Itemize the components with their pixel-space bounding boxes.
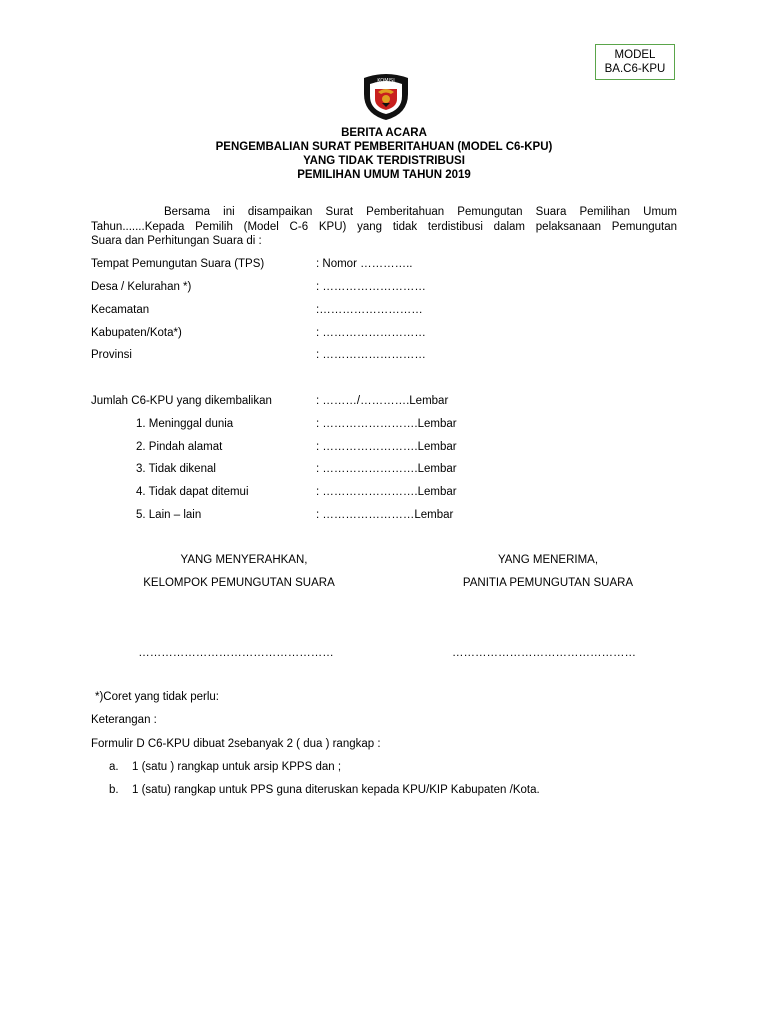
intro-line-3: Suara dan Perhitungan Suara di : <box>91 235 262 247</box>
field-value-kabupaten: : ……………………… <box>316 327 426 339</box>
reason-value-5: : ……………………Lembar <box>316 509 454 521</box>
sign-left-title: YANG MENYERAHKAN, <box>180 554 308 566</box>
sign-right-title: YANG MENERIMA, <box>497 554 599 566</box>
field-value-kecamatan: :……………………… <box>316 304 423 316</box>
jumlah-value: : ………/………….Lembar <box>316 395 449 407</box>
field-label-provinsi: Provinsi <box>91 349 132 361</box>
intro-paragraph <box>91 205 677 249</box>
list-item-a: 1 (satu ) rangkap untuk arsip KPPS dan ; <box>132 761 342 773</box>
reason-value-3: : …………………….Lembar <box>316 463 457 475</box>
jumlah-label: Jumlah C6-KPU yang dikembalikan <box>91 395 272 407</box>
field-value-tps: : Nomor ………….. <box>316 258 413 270</box>
reason-label-4: 4. Tidak dapat ditemui <box>136 486 249 498</box>
intro-line-2: Tahun.......Kepada Pemilih (Model C-6 KPU) yang tidak terdistibusi dalam pelaksanaan Pemungutan <box>91 220 677 233</box>
field-value-provinsi: : ……………………… <box>316 349 426 361</box>
field-label-tps: Tempat Pemungutan Suara (TPS) <box>91 258 265 270</box>
list-item-b: 1 (satu) rangkap untuk PPS guna diteruskan kepada KPU/KIP Kabupaten /Kota. <box>132 784 540 796</box>
reason-label-3: 3. Tidak dikenal <box>136 463 216 475</box>
sign-left-org: KELOMPOK PEMUNGUTAN SUARA <box>143 577 335 589</box>
formulir-text: Formulir D C6-KPU dibuat 2sebanyak 2 ( dua ) rangkap : <box>91 738 381 750</box>
intro-line-1: Bersama ini disampaikan Surat Pemberitahuan Pemungutan Suara Pemilihan Umum <box>164 206 677 218</box>
model-code: BA.C6-KPU <box>604 63 666 75</box>
sign-left-dots: …………………………………………… <box>138 647 334 659</box>
reason-value-4: : …………………….Lembar <box>316 486 457 498</box>
field-label-desa: Desa / Kelurahan *) <box>91 281 192 293</box>
field-label-kecamatan: Kecamatan <box>91 304 150 316</box>
doc-subtitle-2: YANG TIDAK TERDISTRIBUSI <box>303 155 465 167</box>
footnote: *)Coret yang tidak perlu: <box>95 691 220 703</box>
kpu-logo <box>358 72 414 122</box>
field-value-desa: : ……………………… <box>316 281 426 293</box>
doc-subtitle-3: PEMILIHAN UMUM TAHUN 2019 <box>297 169 471 181</box>
logo-top-text: KOMISI <box>377 78 395 84</box>
model-code-box <box>595 44 675 80</box>
sign-right-dots: ………………………………………… <box>452 647 636 659</box>
reason-label-2: 2. Pindah alamat <box>136 441 223 453</box>
reason-value-1: : …………………….Lembar <box>316 418 457 430</box>
model-label: MODEL <box>614 49 656 61</box>
field-label-kabupaten: Kabupaten/Kota*) <box>91 327 182 339</box>
reason-value-2: : …………………….Lembar <box>316 441 457 453</box>
doc-subtitle-1: PENGEMBALIAN SURAT PEMBERITAHUAN (MODEL C6-KPU) <box>215 141 553 153</box>
doc-title: BERITA ACARA <box>341 127 427 139</box>
list-marker-b: b. <box>109 784 119 796</box>
reason-label-5: 5. Lain – lain <box>136 509 202 521</box>
keterangan-label: Keterangan : <box>91 714 157 726</box>
list-marker-a: a. <box>109 761 119 773</box>
sign-right-org: PANITIA PEMUNGUTAN SUARA <box>462 577 634 589</box>
reason-label-1: 1. Meninggal dunia <box>136 418 234 430</box>
